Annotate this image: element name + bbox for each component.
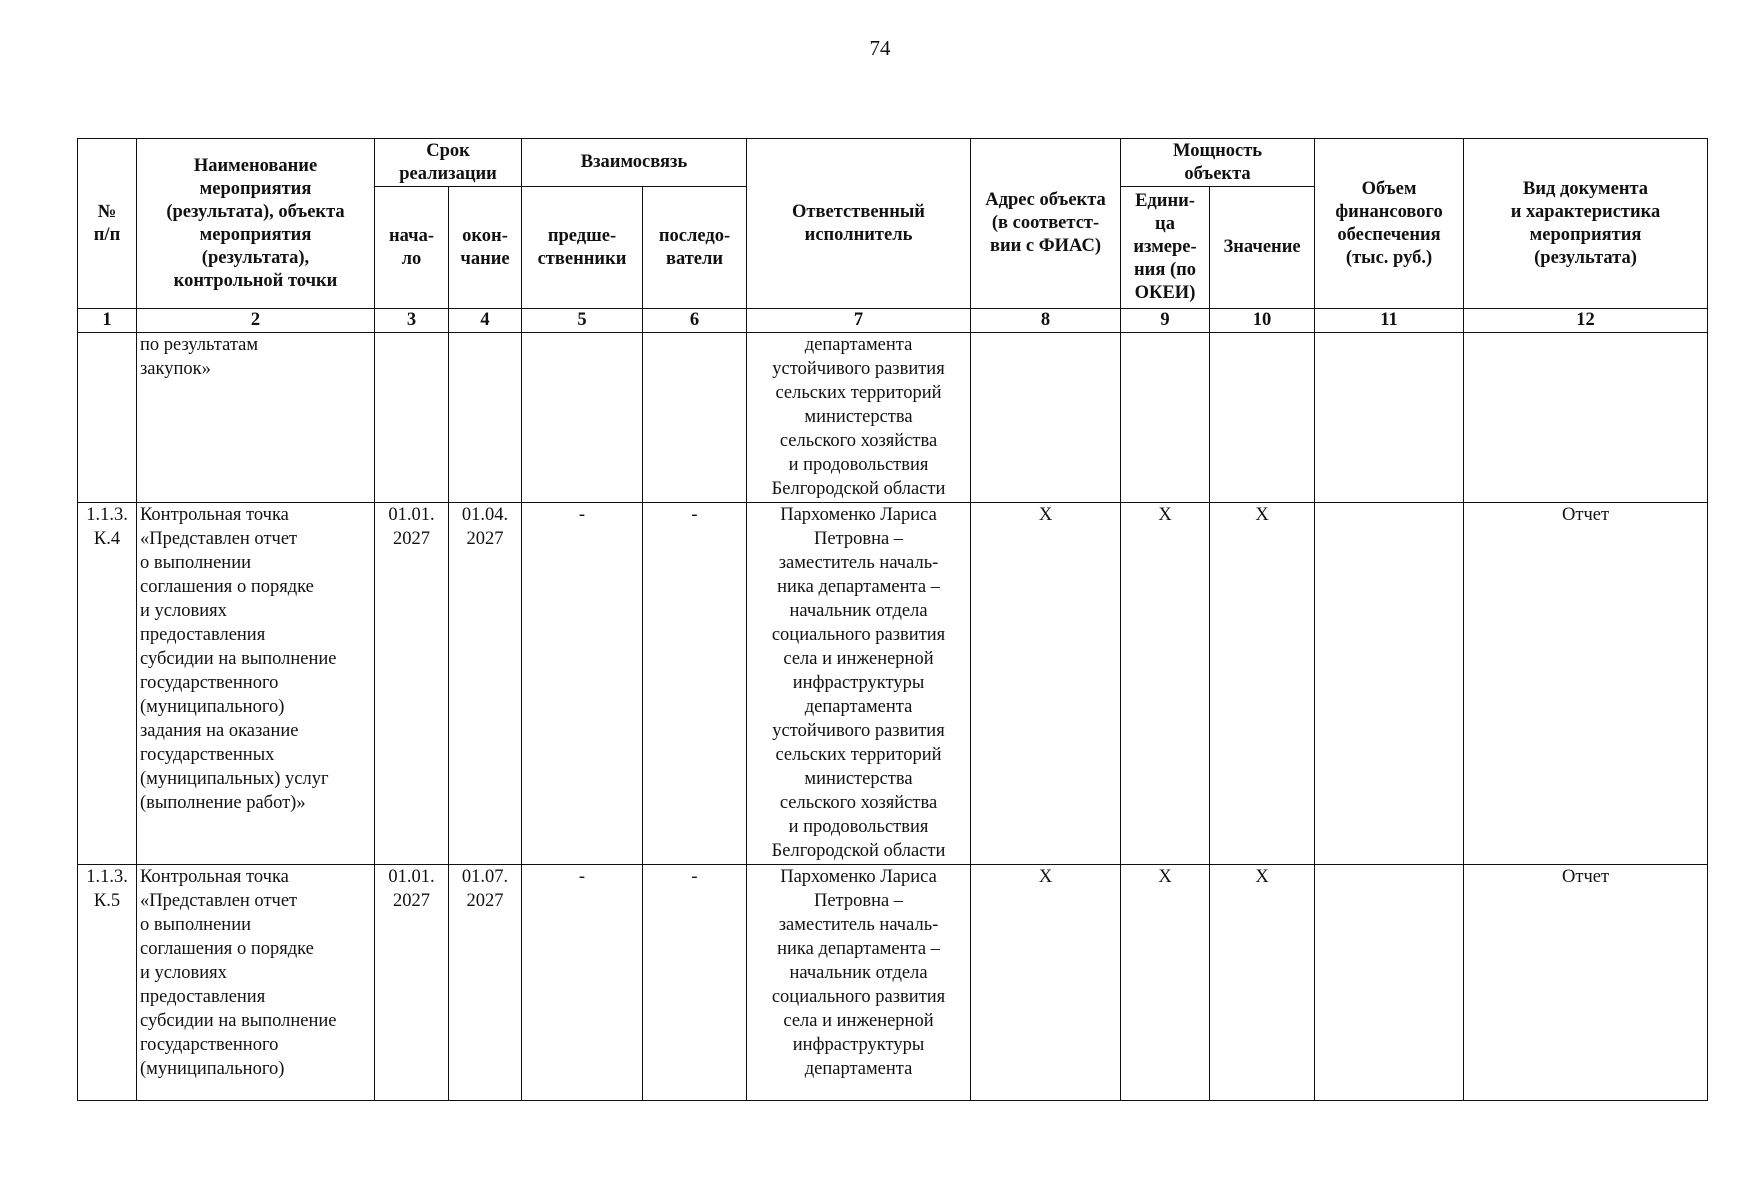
cell-next	[643, 333, 747, 503]
cell-value: Х	[1210, 865, 1315, 1101]
cell-name: Контрольная точка «Представлен отчет о выполнении соглашения о порядке и условиях предоставления субсидии на выполнение государственного (муниципального)	[137, 865, 375, 1101]
header-link: Взаимосвязь	[522, 139, 747, 187]
cell-prev: -	[522, 865, 643, 1101]
cell-doc: Отчет	[1464, 865, 1708, 1101]
header-capacity-value: Значение	[1210, 187, 1315, 309]
header-term-end: окон- чание	[449, 187, 522, 309]
column-number: 3	[375, 309, 449, 333]
column-number: 2	[137, 309, 375, 333]
table-row	[78, 333, 1708, 503]
column-number-row	[78, 309, 1708, 333]
column-number: 1	[78, 309, 137, 333]
column-number: 7	[747, 309, 971, 333]
column-number: 5	[522, 309, 643, 333]
cell-value	[1210, 333, 1315, 503]
cell-prev	[522, 333, 643, 503]
column-number: 10	[1210, 309, 1315, 333]
cell-next: -	[643, 865, 747, 1101]
cell-unit	[1121, 333, 1210, 503]
cell-unit: Х	[1121, 503, 1210, 865]
cell-next: -	[643, 503, 747, 865]
header-finance: Объем финансового обеспечения (тыс. руб.)	[1315, 139, 1464, 309]
header-capacity: Мощность объекта	[1121, 139, 1315, 187]
table-row	[78, 503, 1708, 865]
cell-address: Х	[971, 865, 1121, 1101]
cell-num: 1.1.3. К.5	[78, 865, 137, 1101]
page-number: 74	[869, 36, 891, 60]
header-link-next: последо- ватели	[643, 187, 747, 309]
cell-executor: департамента устойчивого развития сельских территорий министерства сельского хозяйства и продовольствия Белгородской области	[747, 333, 971, 503]
header-doc-type: Вид документа и характеристика мероприятия (результата)	[1464, 139, 1708, 309]
header-num: № п/п	[78, 139, 137, 309]
column-number: 9	[1121, 309, 1210, 333]
cell-address	[971, 333, 1121, 503]
activities-table	[77, 138, 1708, 1101]
cell-end: 01.04. 2027	[449, 503, 522, 865]
column-number: 11	[1315, 309, 1464, 333]
header-row-1	[78, 139, 1708, 187]
header-term: Срок реализации	[375, 139, 522, 187]
header-executor: Ответственный исполнитель	[747, 139, 971, 309]
cell-name: по результатам закупок»	[137, 333, 375, 503]
column-number: 8	[971, 309, 1121, 333]
column-number: 12	[1464, 309, 1708, 333]
cell-end: 01.07. 2027	[449, 865, 522, 1101]
cell-finance	[1315, 503, 1464, 865]
header-name: Наименование мероприятия (результата), объекта мероприятия (результата), контрольной точки	[137, 139, 375, 309]
column-number: 4	[449, 309, 522, 333]
table-row	[78, 865, 1708, 1101]
header-link-prev: предше- ственники	[522, 187, 643, 309]
cell-executor: Пархоменко Лариса Петровна – заместитель началь- ника департамента – начальник отдела социального развития села и инженерной инфраструктуры департамента	[747, 865, 971, 1101]
cell-end	[449, 333, 522, 503]
cell-doc: Отчет	[1464, 503, 1708, 865]
cell-name: Контрольная точка «Представлен отчет о выполнении соглашения о порядке и условиях предоставления субсидии на выполнение государственного (муниципального) задания на оказание государственных (муниципальных) услуг (выполнение работ)»	[137, 503, 375, 865]
cell-finance	[1315, 333, 1464, 503]
cell-doc	[1464, 333, 1708, 503]
cell-prev: -	[522, 503, 643, 865]
cell-start	[375, 333, 449, 503]
cell-executor: Пархоменко Лариса Петровна – заместитель началь- ника департамента – начальник отдела социального развития села и инженерной инфраструктуры департамента устойчивого развития сельских территорий министерства сельского хозяйства и продовольствия Белгородской области	[747, 503, 971, 865]
cell-start: 01.01. 2027	[375, 865, 449, 1101]
cell-address: Х	[971, 503, 1121, 865]
header-capacity-unit: Едини- ца измере- ния (по ОКЕИ)	[1121, 187, 1210, 309]
cell-unit: Х	[1121, 865, 1210, 1101]
cell-finance	[1315, 865, 1464, 1101]
column-number: 6	[643, 309, 747, 333]
header-address: Адрес объекта (в соответст- вии с ФИАС)	[971, 139, 1121, 309]
cell-num: 1.1.3. К.4	[78, 503, 137, 865]
header-term-start: нача- ло	[375, 187, 449, 309]
cell-value: Х	[1210, 503, 1315, 865]
cell-num	[78, 333, 137, 503]
cell-start: 01.01. 2027	[375, 503, 449, 865]
